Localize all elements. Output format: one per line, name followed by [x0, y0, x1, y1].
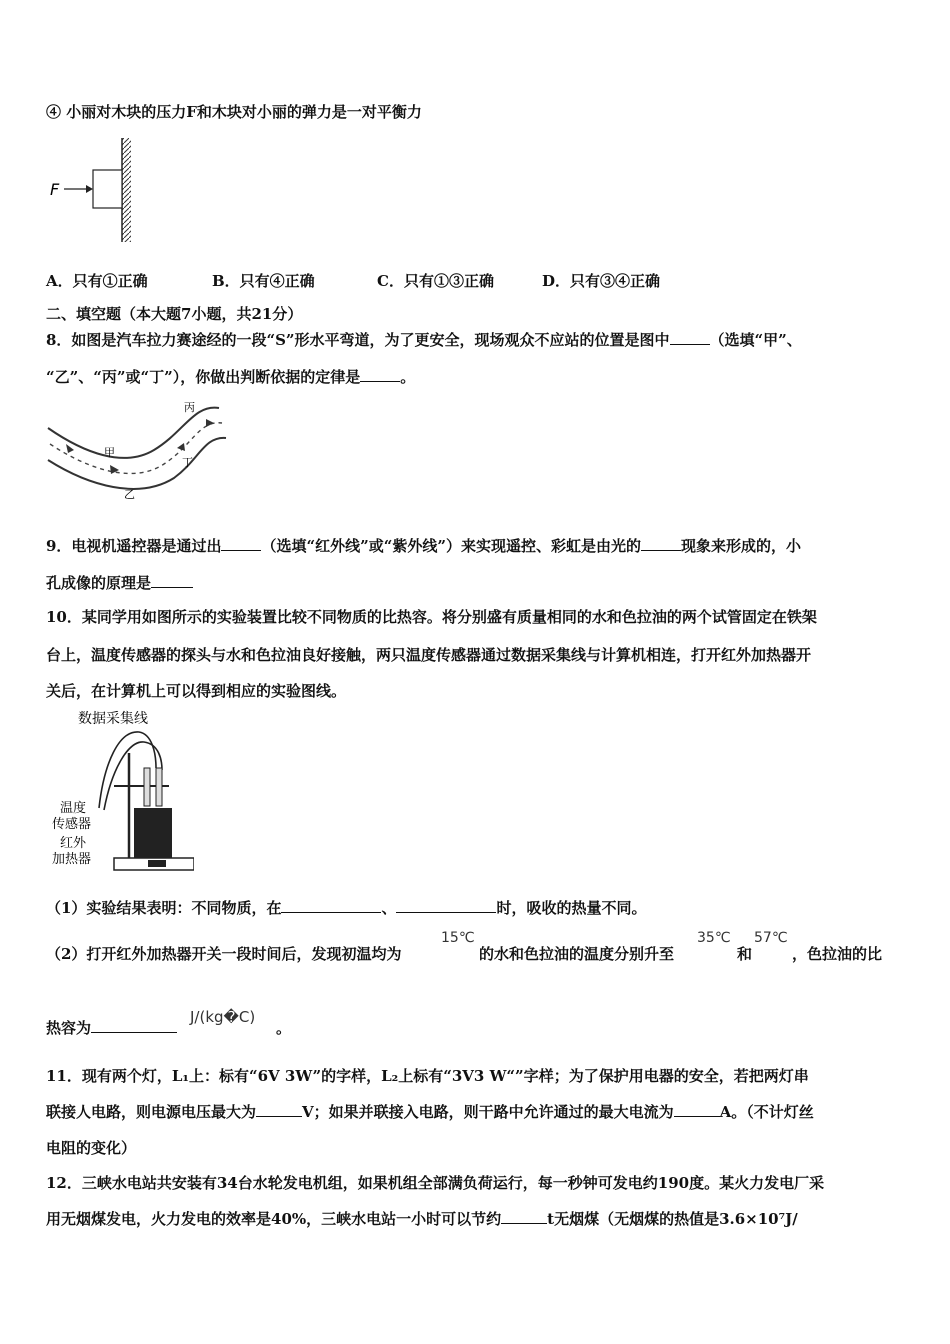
q9-blank-3[interactable] — [151, 573, 193, 588]
q9-blank-2[interactable] — [641, 536, 681, 551]
s-curve-road-figure — [44, 398, 234, 508]
q9-text-3: 现象来形成的，小 — [680, 537, 801, 555]
q8-line-2 — [46, 367, 415, 387]
section-2-title: 二、填空题（本大题7小题，共21分） — [46, 305, 303, 323]
q11-text-1: 联接人电路，则电源电压最大为 — [46, 1103, 257, 1121]
q9-text-1: 9．电视机遥控器是通过出 — [46, 537, 222, 555]
q10-sub-2-and: 和 — [737, 945, 753, 963]
label-ir-1: 红外 — [60, 836, 87, 851]
road-edge-outer — [48, 408, 219, 458]
road-edge-inner — [48, 438, 226, 489]
q8-blank-2[interactable] — [360, 367, 400, 382]
q10-sub-2-text-c: ，色拉油的比 — [792, 945, 883, 963]
q11-text-2: V；如果并联接入电路，则干路中允许通过的最大电流为 — [302, 1103, 674, 1121]
q10-sub-2-text-b: 的水和色拉油的温度分别升至 — [479, 945, 675, 963]
wall-block-figure — [44, 138, 144, 244]
q8-text-4: 。 — [400, 368, 416, 386]
label-bing: 丙 — [184, 401, 195, 414]
option-b: B．只有④正确 — [212, 272, 315, 290]
q10-sub1-text-2: 、 — [381, 899, 397, 917]
q10-sub-2-text-a: （2）打开红外加热器开关一段时间后，发现初温均为 — [46, 945, 402, 963]
q12-text-1: 用无烟煤发电，火力发电的效率是40%，三峡水电站一小时可以节约 — [46, 1210, 502, 1228]
q10-blank-1[interactable] — [281, 898, 381, 913]
label-data-line: 数据采集线 — [78, 711, 148, 727]
infrared-heater — [134, 808, 172, 860]
q12-blank-1[interactable] — [501, 1209, 547, 1224]
option-c: C．只有①③正确 — [377, 272, 494, 290]
q12-text-2: t无烟煤（无烟煤的热值是3.6×10⁷J/ — [547, 1210, 798, 1228]
q10-blank-2[interactable] — [396, 898, 496, 913]
q9-line-2 — [46, 573, 193, 593]
specific-heat-unit: J/(kg�C) — [190, 1008, 256, 1026]
q12-line-2 — [46, 1209, 798, 1229]
label-ding: 丁 — [182, 456, 193, 469]
wooden-block — [93, 170, 122, 208]
label-yi: 乙 — [124, 488, 135, 501]
temp-oil: 57℃ — [754, 930, 788, 946]
q12-line-1: 12．三峡水电站共安装有34台水轮发电机组，如果机组全部满负荷运行，每一秒钟可发电约190度。某火力发电厂采 — [46, 1174, 825, 1192]
q11-line-3: 电阻的变化） — [46, 1139, 137, 1157]
q10-blank-3[interactable] — [91, 1018, 177, 1033]
q11-text-3: A。（不计灯丝 — [719, 1103, 814, 1121]
test-tube — [156, 768, 162, 806]
statement-4: ④ 小丽对木块的压力F和木块对小丽的弹力是一对平衡力 — [46, 103, 422, 121]
q10-sub1-text-3: 时，吸收的热量不同。 — [496, 899, 647, 917]
label-jia: 甲 — [104, 446, 115, 459]
q11-blank-2[interactable] — [674, 1102, 720, 1117]
direction-arrow — [66, 444, 74, 453]
q8-text-3: “乙”、“丙”或“丁”），你做出判断依据的定律是 — [46, 368, 361, 386]
heating-apparatus-figure — [44, 708, 194, 880]
label-temp-2: 传感器 — [52, 817, 92, 832]
q10-sub-1 — [46, 898, 646, 918]
q10-sub1-text-1: （1）实验结果表明：不同物质，在 — [46, 899, 282, 917]
q9-line-1 — [46, 536, 801, 556]
temp-initial: 15℃ — [441, 930, 475, 946]
heater-switch — [148, 860, 166, 867]
q8-line-1 — [46, 330, 802, 350]
force-label: F — [50, 180, 60, 199]
label-temp-1: 温度 — [60, 801, 87, 816]
q8-text-1: 8．如图是汽车拉力赛途经的一段“S”形水平弯道，为了更安全，现场观众不应站的位置是图中 — [46, 331, 670, 349]
q10-sub2-text-d: 热容为 — [46, 1019, 92, 1037]
wall-hatch — [122, 138, 131, 242]
test-tube — [144, 768, 150, 806]
label-ir-2: 加热器 — [52, 852, 92, 867]
q8-blank-1[interactable] — [670, 330, 710, 345]
q10-sub-2-end: 。 — [276, 1019, 292, 1037]
force-arrowhead — [86, 185, 93, 193]
q11-line-1: 11．现有两个灯，L₁上：标有“6V 3W”的字样，L₂上标有“3V3 W“”字样；为了保护用电器的安全，若把两灯串 — [46, 1067, 809, 1085]
q11-line-2 — [46, 1102, 814, 1122]
q10-line-2: 台上，温度传感器的探头与水和色拉油良好接触，两只温度传感器通过数据采集线与计算机相连，打开红外加热器开 — [46, 646, 812, 664]
road-center-line — [50, 423, 222, 474]
q9-text-4: 孔成像的原理是 — [46, 574, 152, 592]
q11-blank-1[interactable] — [256, 1102, 302, 1117]
q10-line-1: 10．某同学用如图所示的实验装置比较不同物质的比热容。将分别盛有质量相同的水和色拉油的两个试管固定在铁架 — [46, 608, 817, 626]
q10-sub-2-line-2 — [46, 1018, 177, 1038]
option-a: A．只有①正确 — [46, 272, 148, 290]
option-d: D．只有③④正确 — [542, 272, 661, 290]
temp-water: 35℃ — [697, 930, 731, 946]
q9-blank-1[interactable] — [221, 536, 261, 551]
q8-text-2: （选填“甲”、 — [709, 331, 802, 349]
q9-text-2: （选填“红外线”或“紫外线”）来实现遥控、彩虹是由光的 — [261, 537, 641, 555]
q10-line-3: 关后，在计算机上可以得到相应的实验图线。 — [46, 682, 347, 700]
direction-arrow — [206, 419, 214, 427]
